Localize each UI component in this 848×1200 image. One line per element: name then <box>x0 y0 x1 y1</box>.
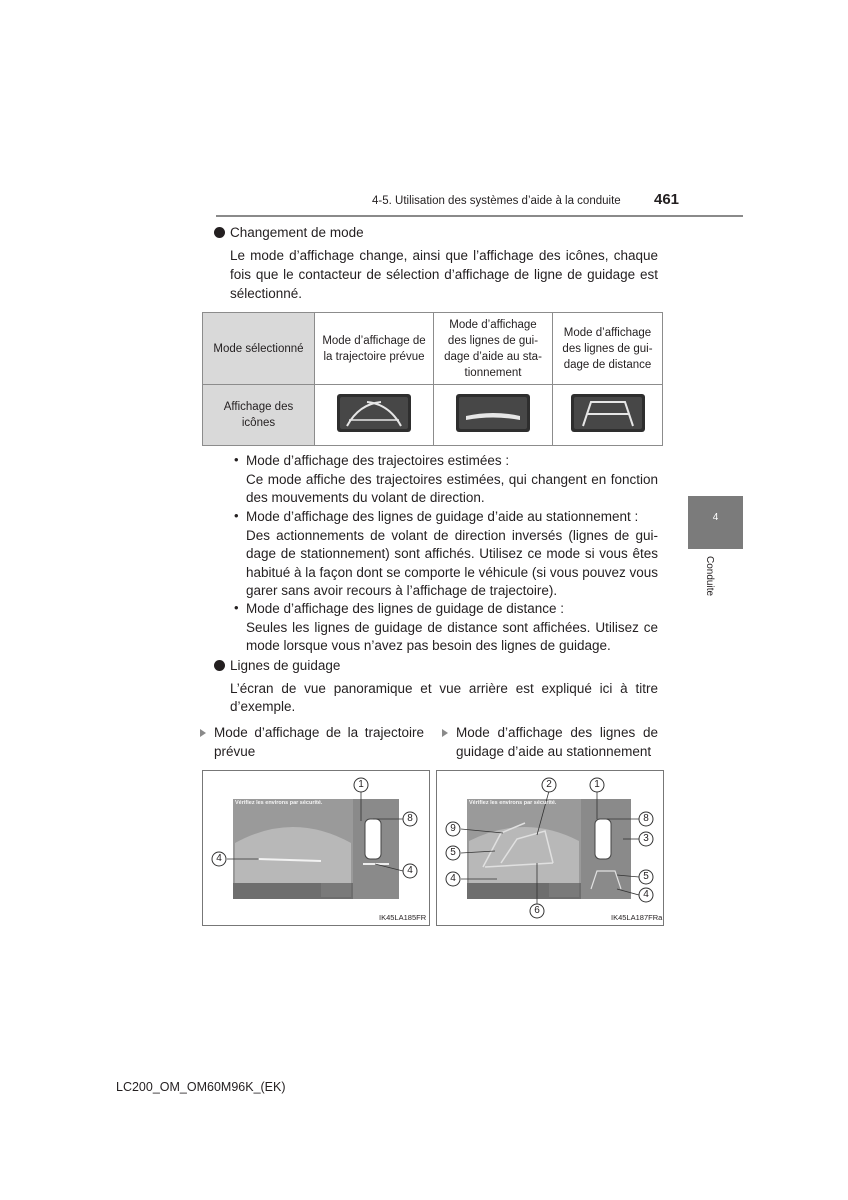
callout-number: 2 <box>546 779 552 790</box>
table-cell-text: la trajectoire prévue <box>323 350 425 363</box>
table-header-mode <box>203 313 315 385</box>
mode-line: Des actionnements de volant de direction inversés (lignes de gui- <box>246 528 658 543</box>
paragraph-line: fois que le contacteur de sélection d’affichage de ligne de guidage est <box>230 267 658 282</box>
screen-warning-text: Vérifiez les environs par sécurité. <box>469 800 557 806</box>
table-cell-text: Mode sélectionné <box>213 342 304 355</box>
figure-trajectory-mode <box>202 770 430 926</box>
figure-parking-guide-mode <box>436 770 664 926</box>
paragraph-line: L’écran de vue panoramique et vue arrière est expliqué ici à titre <box>230 681 658 696</box>
table-cell-mode-distance <box>553 313 663 385</box>
callout-number: 1 <box>594 779 600 790</box>
mode-line: garer sans avoir recours à l’affichage de trajectoire). <box>246 583 558 598</box>
callout-number: 9 <box>450 823 456 834</box>
table-cell-text: des lignes de gui- <box>562 342 653 355</box>
section-title-guide-lines: Lignes de guidage <box>230 658 341 673</box>
mode-line: Ce mode affiche des trajectoires estimées, qui changent en fonction <box>246 472 658 487</box>
figure-caption-left: prévue <box>214 744 256 759</box>
table-cell-icon <box>434 385 553 446</box>
figure-caption-left: Mode d’affichage de la trajectoire <box>214 725 424 740</box>
callout-number: 8 <box>407 813 413 824</box>
table-cell-text: Mode d’affichage de <box>322 334 426 347</box>
page-number: 461 <box>654 191 680 208</box>
arrow-right-icon <box>200 729 206 737</box>
table-cell-text: des lignes de gui- <box>447 334 539 347</box>
header-divider <box>216 215 743 217</box>
bullet-dot-icon <box>214 660 225 671</box>
callout-number: 5 <box>643 871 649 882</box>
arrow-right-icon <box>442 729 448 737</box>
mode-line: habitué à la façon dont se comporte le véhicule (si vous pouvez vous <box>246 565 658 580</box>
section-title-mode-change: Changement de mode <box>230 225 364 240</box>
callout-number: 1 <box>358 779 364 790</box>
paragraph-line: sélectionné. <box>230 286 303 301</box>
sub-bullet-icon: • <box>234 508 239 523</box>
mode-title: Mode d’affichage des lignes de guidage de distance : <box>246 601 564 616</box>
table-cell-text: tionnement <box>464 366 522 379</box>
screen-warning-text: Vérifiez les environs par sécurité. <box>235 800 323 806</box>
figure-caption-right: Mode d’affichage des lignes de <box>456 725 658 740</box>
paragraph-line: Le mode d’affichage change, ainsi que l’affichage des icônes, chaque <box>230 248 658 263</box>
callout-number: 4 <box>407 865 413 876</box>
mode-line: des mouvements du volant de direction. <box>246 490 485 505</box>
section-header: 4-5. Utilisation des systèmes d’aide à la conduite <box>372 195 621 207</box>
table-cell-mode-trajectory <box>315 313 434 385</box>
mode-line: mode lorsque vous n’avez pas besoin des lignes de guidage. <box>246 638 611 653</box>
distance-guide-mode-icon <box>571 394 645 432</box>
table-header-icons <box>203 385 315 446</box>
table-cell-icon <box>315 385 434 446</box>
chapter-number: 4 <box>712 512 719 523</box>
sub-bullet-icon: • <box>234 452 239 467</box>
mode-title: Mode d’affichage des trajectoires estimées : <box>246 453 510 468</box>
callout-number: 5 <box>450 847 456 858</box>
mode-title: Mode d’affichage des lignes de guidage d’aide au stationnement : <box>246 509 639 524</box>
table-cell-icon <box>553 385 663 446</box>
callout-number: 3 <box>643 833 649 844</box>
figure-code: IK45LA187FRa <box>611 913 663 922</box>
document-code-footer: LC200_OM_OM60M96K_(EK) <box>116 1080 286 1094</box>
panoramic-screen-illustration <box>203 771 429 925</box>
panoramic-screen-illustration <box>437 771 663 925</box>
table-cell-text: Affichage des <box>223 401 294 413</box>
paragraph-line: d’exemple. <box>230 699 296 714</box>
table-cell-text: icônes <box>241 417 276 429</box>
chapter-tab <box>688 496 743 549</box>
callout-number: 6 <box>534 905 540 916</box>
figure-code: IK45LA185FR <box>379 913 427 922</box>
chapter-label: Conduite <box>704 556 715 597</box>
table-cell-text: Mode d’affichage <box>449 318 537 331</box>
bullet-dot-icon <box>214 227 225 238</box>
table-cell-text: Mode d’affichage <box>563 326 652 339</box>
callout-number: 4 <box>643 889 649 900</box>
callout-number: 4 <box>216 853 222 864</box>
table-cell-text: dage de distance <box>563 358 652 371</box>
callout-number: 8 <box>643 813 649 824</box>
table-cell-mode-parking <box>434 313 553 385</box>
mode-table <box>202 312 663 446</box>
figure-caption-right: guidage d’aide au stationnement <box>456 744 652 759</box>
mode-line: Seules les lignes de guidage de distance sont affichées. Utilisez ce <box>246 620 658 635</box>
trajectory-mode-icon <box>337 394 411 432</box>
mode-line: dage de stationnement) sont affichés. Utilisez ce mode si vous êtes <box>246 546 658 561</box>
sub-bullet-icon: • <box>234 600 239 615</box>
callout-number: 4 <box>450 873 456 884</box>
table-cell-text: dage d’aide au sta- <box>444 350 542 363</box>
parking-guide-mode-icon <box>456 394 530 432</box>
